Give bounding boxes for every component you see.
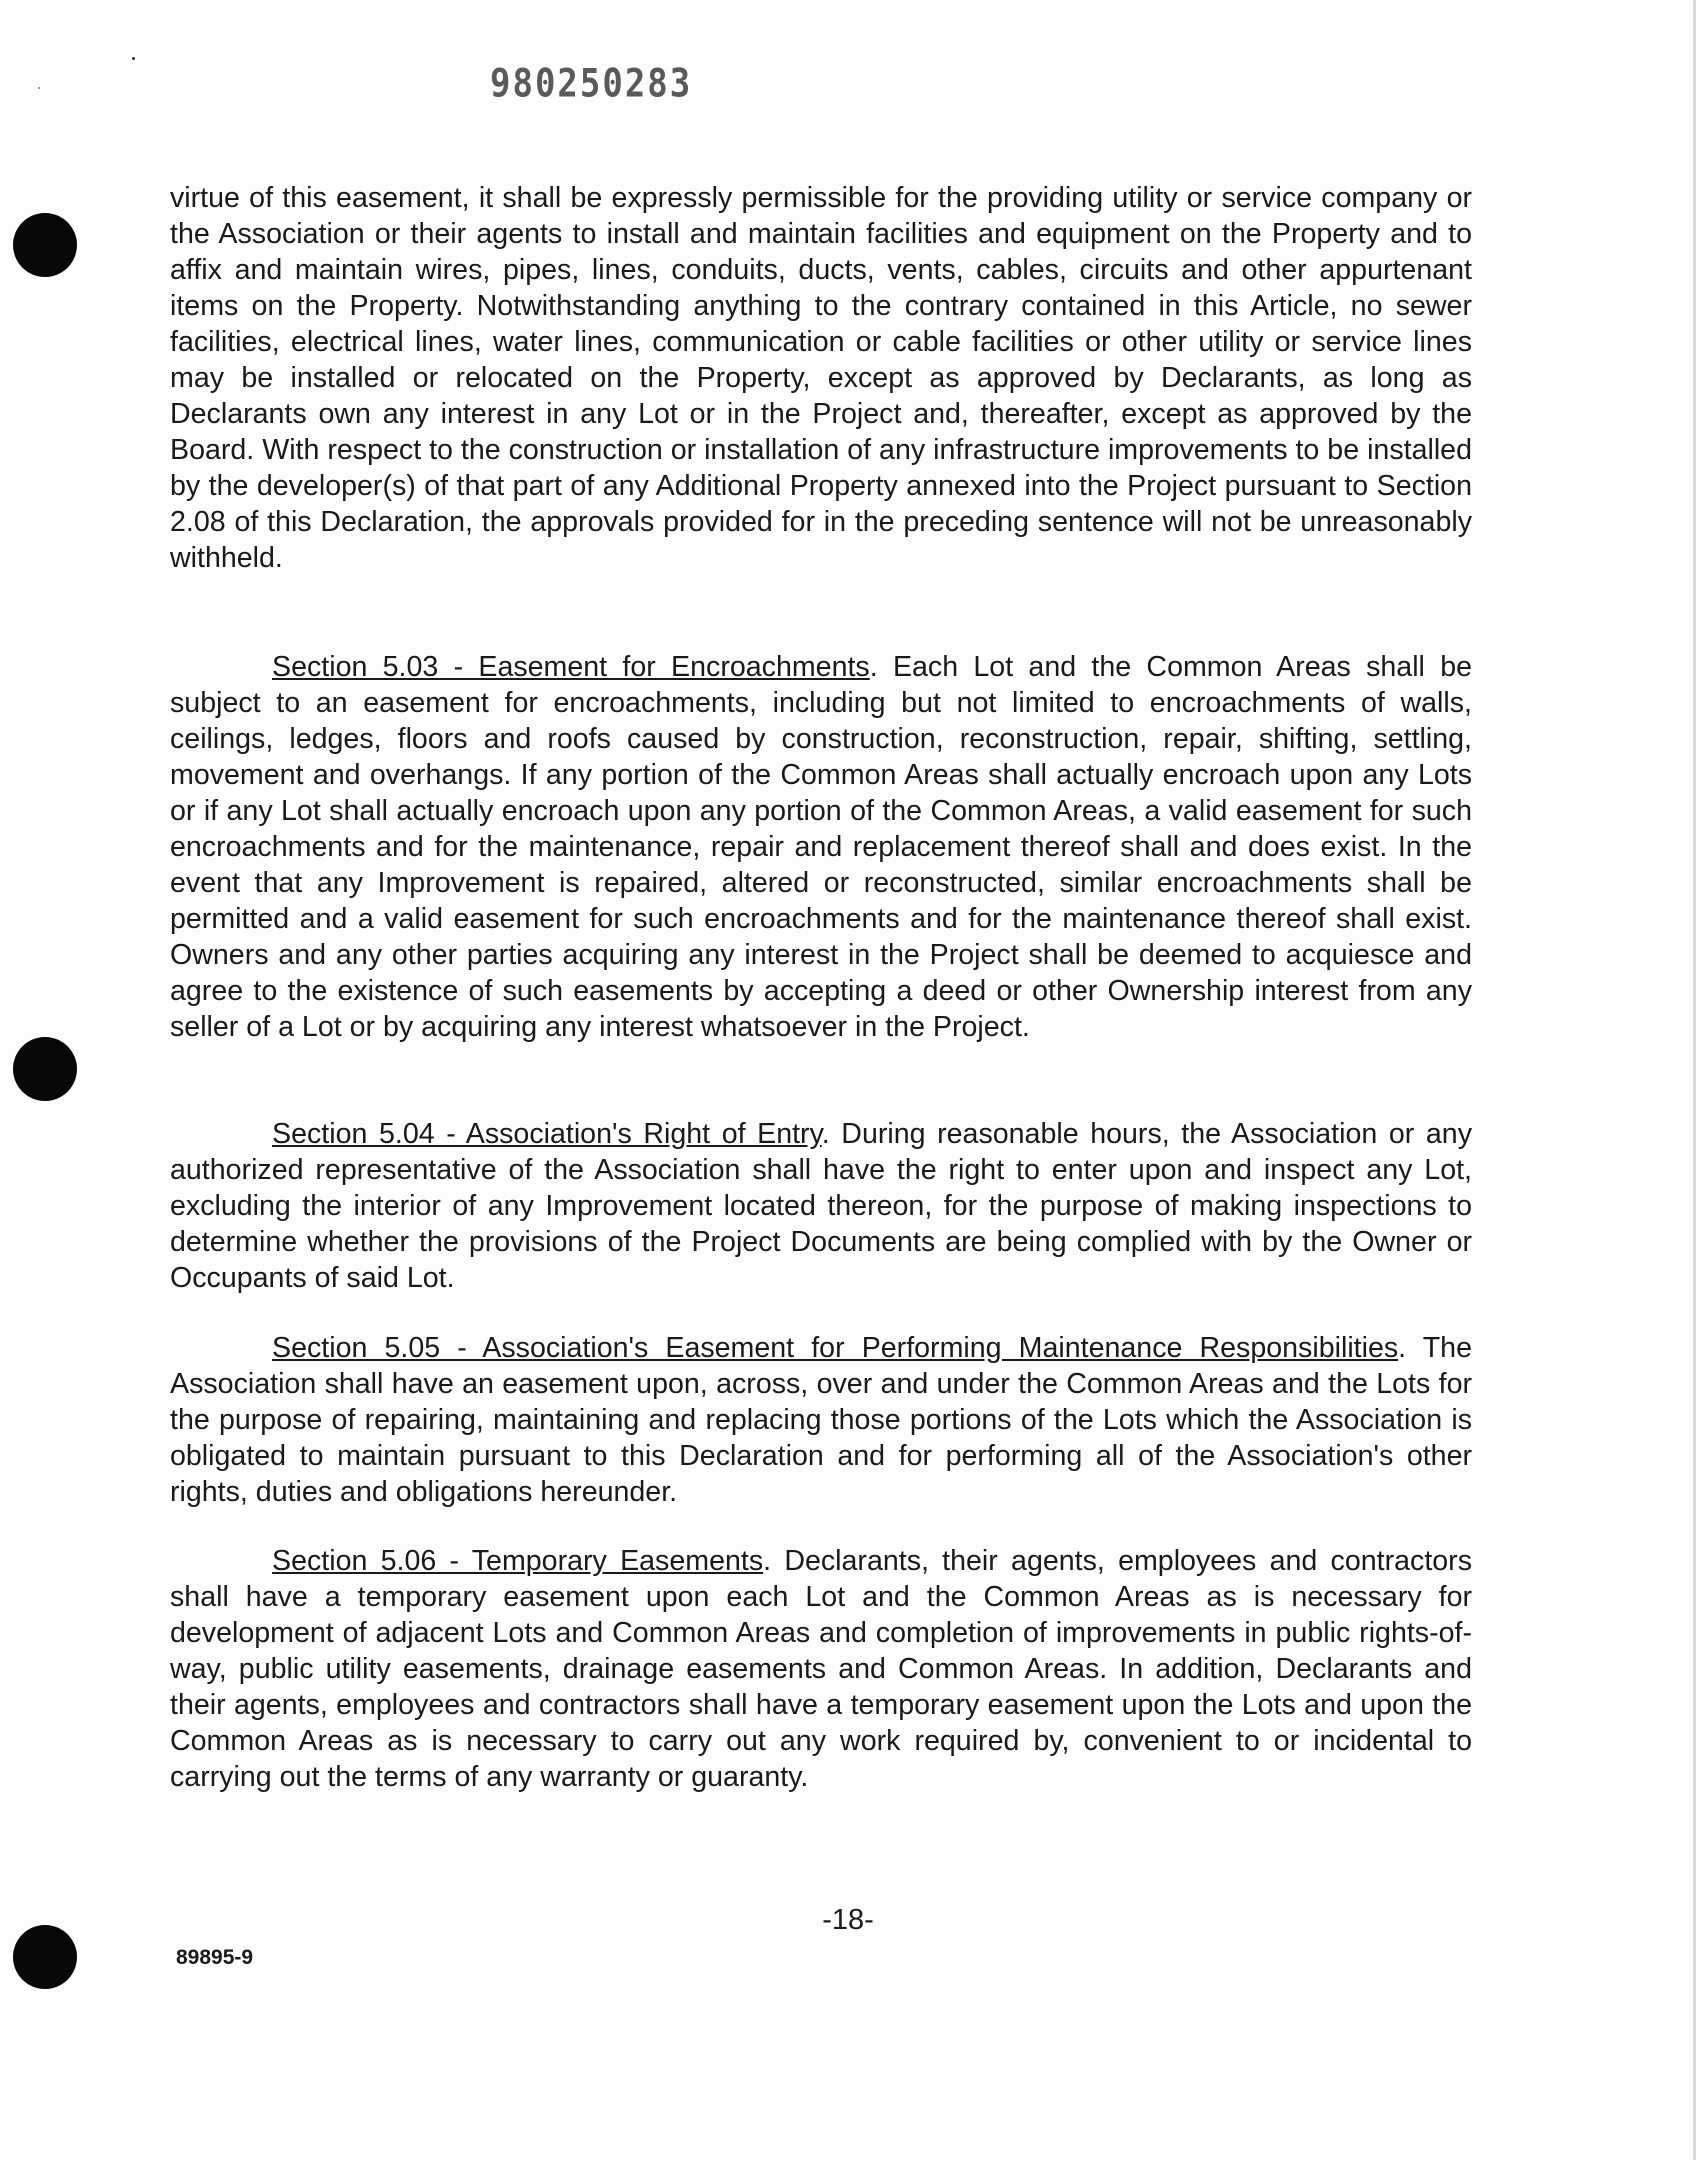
footer-document-code: 89895-9 (176, 1946, 254, 1969)
section-heading: Section 5.04 - Association's Right of Entry (272, 1118, 822, 1150)
page-number: -18- (822, 1904, 874, 1936)
section-5-06 (170, 1543, 1472, 1795)
section-text: . During reasonable hours, the Association or any authorized representative of the Association shall have the right to enter upon and inspect any Lot, excluding the interior of any Improvement located thereon, for the purpose of making inspections to determine whether the provisions of the Project Documents are being complied with by the Owner or Occupants of said Lot. (170, 1118, 1472, 1294)
document-number: 980250283 (490, 61, 693, 107)
section-heading: Section 5.05 - Association's Easement for Performing Maintenance Responsibilities (272, 1332, 1399, 1364)
section-5-05 (170, 1330, 1472, 1510)
paragraph-text: virtue of this easement, it shall be expressly permissible for the providing utility or service company or the Association or their agents to install and maintain facilities and equipment on the Property and to affix and maintain wires, pipes, lines, conduits, ducts, vents, cables, circuits and other appurtenant items on the Property. Notwithstanding anything to the contrary contained in this Article, no sewer facilities, electrical lines, water lines, communication or cable facilities or other utility or service lines may be installed or relocated on the Property, except as approved by Declarants, as long as Declarants own any interest in any Lot or in the Project and, thereafter, except as approved by the Board. With respect to the construction or installation of any infrastructure improvements to be installed by the developer(s) of that part of any Additional Property annexed into the Project pursuant to Section 2.08 of this Declaration, the approvals provided for in the preceding sentence will not be unreasonably withheld. (170, 182, 1472, 574)
section-text: . Each Lot and the Common Areas shall be subject to an easement for encroachments, including but not limited to encroachments of walls, ceilings, ledges, floors and roofs caused by construction, reconstruction, repair, shifting, settling, movement and overhangs. If any portion of the Common Areas shall actually encroach upon any Lots or if any Lot shall actually encroach upon any portion of the Common Areas, a valid easement for such encroachments and for the maintenance, repair and replacement thereof shall and does exist. In the event that any Improvement is repaired, altered or reconstructed, similar encroachments shall be permitted and a valid easement for such encroachments and for the maintenance thereof shall exist. Owners and any other parties acquiring any interest in the Project shall be deemed to acquiesce and agree to the existence of such easements by accepting a deed or other Ownership interest from any seller of a Lot or by acquiring any interest whatsoever in the Project. (170, 651, 1472, 1043)
section-5-03 (170, 649, 1472, 1045)
scan-speck (132, 57, 135, 60)
section-heading: Section 5.03 - Easement for Encroachments (272, 651, 870, 683)
paragraph-continuation (170, 180, 1472, 576)
punch-hole-middle (13, 1037, 77, 1101)
scan-speck (38, 87, 40, 89)
punch-hole-top (13, 213, 77, 277)
section-heading: Section 5.06 - Temporary Easements (272, 1545, 764, 1577)
section-text: . The Association shall have an easement upon, across, over and under the Common Areas and the Lots for the purpose of repairing, maintaining and replacing those portions of the Lots which the Association is obligated to maintain pursuant to this Declaration and for performing all of the Association's other rights, duties and obligations hereunder. (170, 1332, 1472, 1508)
section-5-04 (170, 1116, 1472, 1296)
section-text: . Declarants, their agents, employees and contractors shall have a temporary easement upon each Lot and the Common Areas as is necessary for development of adjacent Lots and Common Areas and completion of improvements in public rights-of-way, public utility easements, drainage easements and Common Areas. In addition, Declarants and their agents, employees and contractors shall have a temporary easement upon the Lots and upon the Common Areas as is necessary to carry out any work required by, convenient to or incidental to carrying out the terms of any warranty or guaranty. (170, 1545, 1472, 1793)
